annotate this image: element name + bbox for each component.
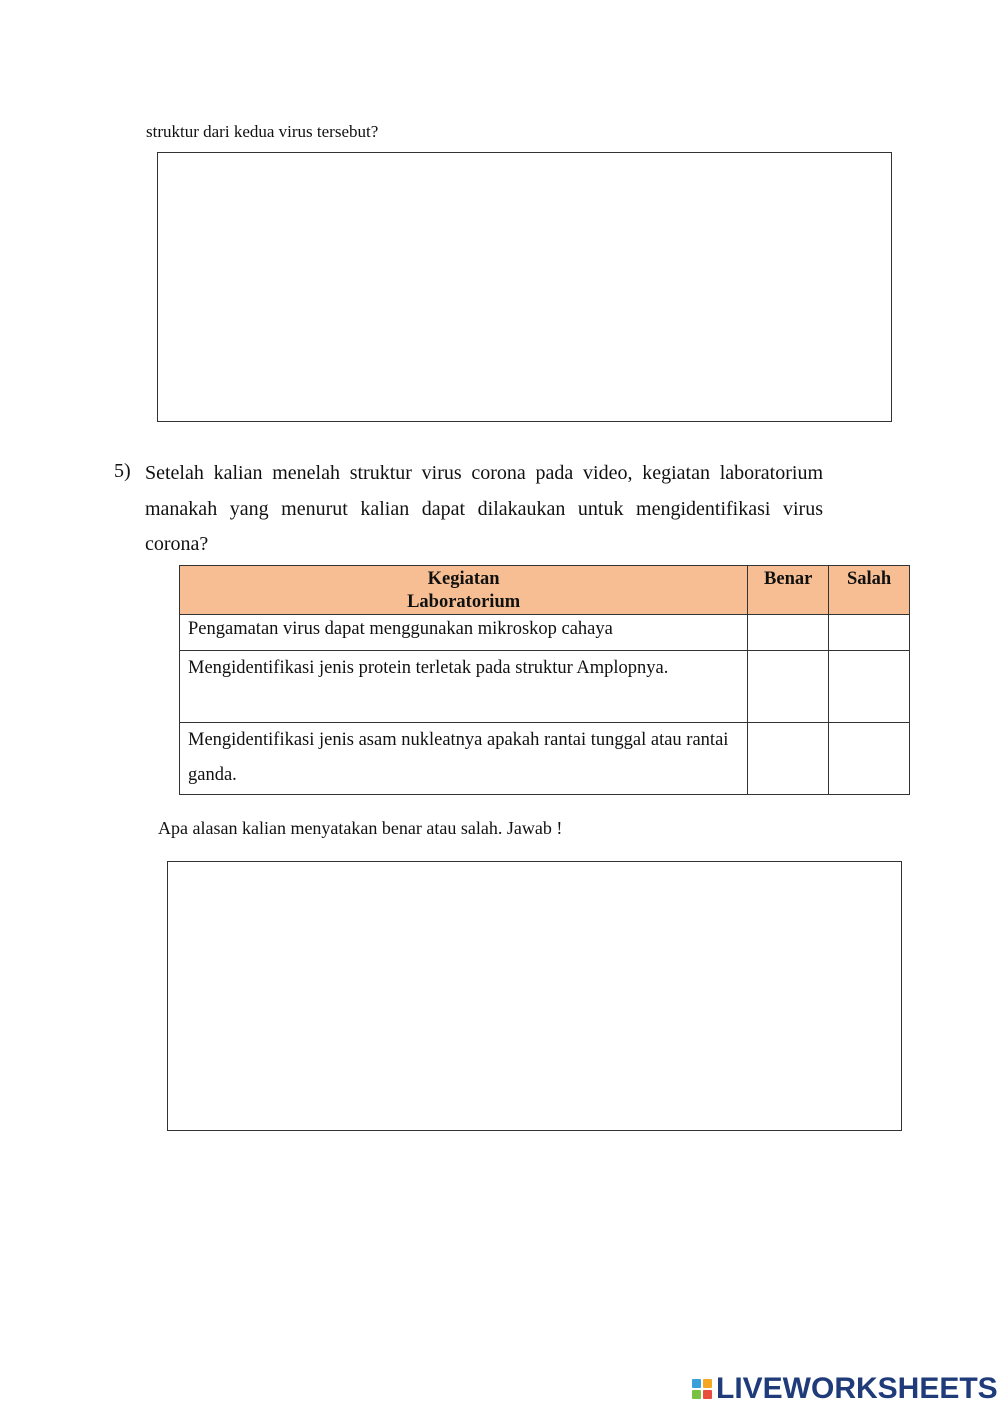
activity-cell: Pengamatan virus dapat menggunakan mikroskop cahaya <box>180 615 748 651</box>
logo-square-v <box>692 1390 701 1399</box>
logo-square-l <box>692 1379 701 1388</box>
logo-squares-icon <box>692 1379 712 1399</box>
table-row <box>180 615 910 651</box>
previous-question-continuation: struktur dari kedua virus tersebut? <box>146 122 379 141</box>
header-activity-line1: Kegiatan <box>427 569 500 589</box>
header-benar: Benar <box>748 566 829 615</box>
salah-answer-cell[interactable] <box>829 651 910 723</box>
benar-answer-cell[interactable] <box>748 651 829 723</box>
reason-prompt: Apa alasan kalian menyatakan benar atau salah. Jawab ! <box>158 818 563 838</box>
logo-square-i <box>703 1379 712 1388</box>
benar-answer-cell[interactable] <box>748 723 829 795</box>
header-salah: Salah <box>829 566 910 615</box>
question-number: 5) <box>114 460 131 482</box>
logo-square-e <box>703 1390 712 1399</box>
salah-answer-cell[interactable] <box>829 615 910 651</box>
liveworksheets-logo <box>692 1372 998 1406</box>
answer-box-reason[interactable] <box>167 861 902 1131</box>
activity-cell: Mengidentifikasi jenis asam nukleatnya apakah rantai tunggal atau rantai ganda. <box>180 723 748 795</box>
header-activity-line2: Laboratorium <box>407 592 521 612</box>
table-header-row <box>180 566 910 615</box>
logo-text: LIVEWORKSHEETS <box>716 1372 998 1405</box>
question-text: Setelah kalian menelah struktur virus corona pada video, kegiatan laboratorium manakah yang menurut kalian dapat dilakaukan untuk mengidentifikasi virus corona? <box>145 462 823 555</box>
activity-cell: Mengidentifikasi jenis protein terletak pada struktur Amplopnya. <box>180 651 748 723</box>
table-row <box>180 723 910 795</box>
table-row <box>180 651 910 723</box>
header-activity <box>180 566 748 615</box>
benar-answer-cell[interactable] <box>748 615 829 651</box>
lab-activity-table <box>179 565 910 795</box>
salah-answer-cell[interactable] <box>829 723 910 795</box>
answer-box-previous-question[interactable] <box>157 152 892 422</box>
